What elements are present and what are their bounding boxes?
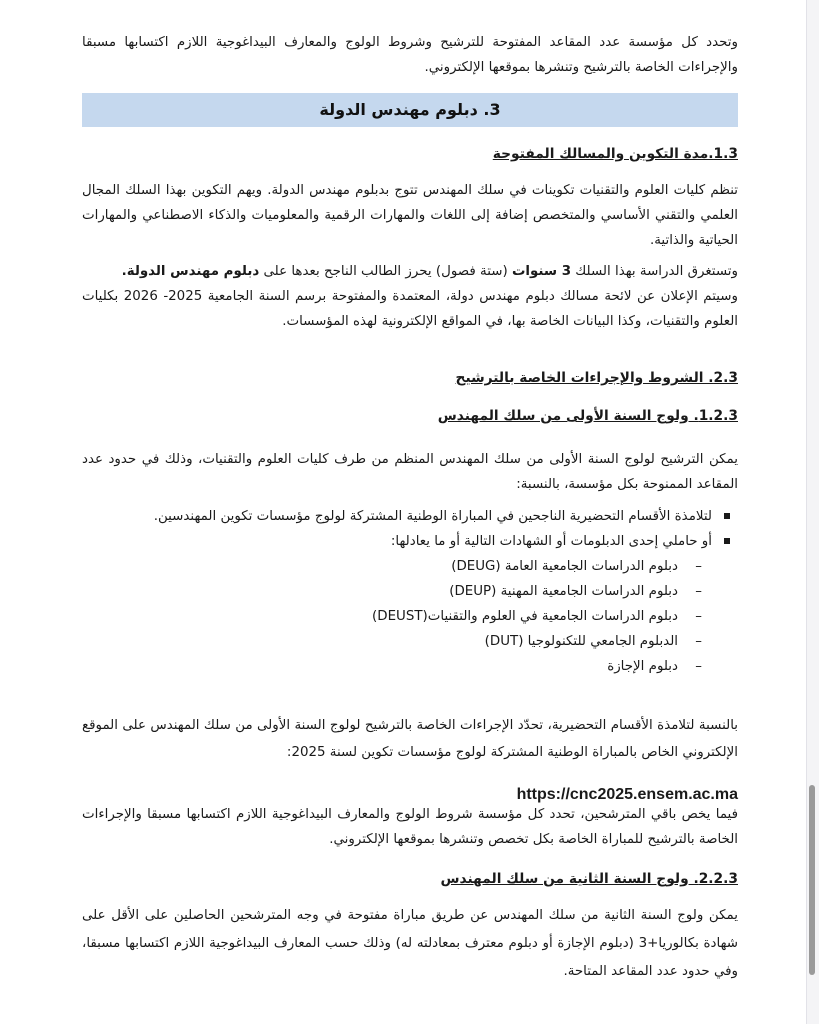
cnc-link[interactable]: https://cnc2025.ensem.ac.ma [516,786,738,803]
dash-icon: – [695,659,702,674]
paragraph-training: تنظم كليات العلوم والتقنيات تكوينات في سلك المهندس تتوج بدبلوم مهندس الدولة. ويهم التكوين بهذا السلك المجال العلمي والتقني الأساسي والمتخصص إضافة إلى اللغات والمهارات الرقمية والمعلوميات والذكاء الاصطناعي والمهارات الحياتية والذاتية. [82,183,738,248]
heading-2-3: 2.3. الشروط والإجراءات الخاصة بالترشيح [455,370,738,386]
section-3-2-1 [82,405,738,427]
dash-icon: – [695,634,702,649]
paragraph-duration: وتستغرق الدراسة بهذا السلك 3 سنوات (ستة فصول) يحرز الطالب الناجح بعدها على دبلوم مهندس الدولة. [121,264,738,279]
list-item: – دبلوم الدراسات الجامعية العامة (DEUG) [82,554,738,579]
list-item: – دبلوم الإجازة [82,654,738,679]
section-3-title: 3. دبلوم مهندس الدولة [82,93,738,127]
intro-block [82,30,738,80]
section-3-2-2 [82,868,738,890]
list-item: أو حاملي إحدى الدبلومات أو الشهادات التالية أو ما يعادلها: [82,529,738,554]
diploma-name: دبلوم مهندس الدولة. [121,264,260,279]
dash-icon: – [695,559,702,574]
section-3-1 [82,143,738,165]
paragraph-announcement: وسيتم الإعلان عن لائحة مسالك دبلوم مهندس دولة، المعتمدة والمفتوحة برسم السنة الجامعية 2025- 2026 بكليات العلوم والتقنيات، وكذا البيانات الخاصة بها، في المواقع الإلكترونية لهذه المؤسسات. [82,289,738,329]
document-page [82,0,738,1024]
paragraph-second-year: يمكن ولوج السنة الثانية من سلك المهندس عن طريق مباراة مفتوحة في وجه المترشحين الحاصلين على الأقل على شهادة بكالوريا+3 (دبلوم الإجازة أو دبلوم معترف بمعادلته له) وذلك حسب المعارف البيداغوجية اللازم اكتسابها مسبقا، وفي حدود عدد المقاعد المتاحة. [82,908,738,979]
diploma-list [82,554,738,679]
heading-1-2-3: 1.2.3. ولوج السنة الأولى من سلك المهندس [437,408,738,424]
paragraph-other-candidates: فيما يخص باقي المترشحين، تحدد كل مؤسسة شروط الولوج والمعارف البيداغوجية اللازم اكتسابها مسبقا والإجراءات الخاصة بالترشيح للمباراة الخاصة بكل تخصص وتنشرها بموقعها الإلكتروني. [82,807,738,847]
section-3-2 [82,367,738,389]
eligibility-list [82,504,738,554]
dash-icon: – [695,609,702,624]
list-item: – الدبلوم الجامعي للتكنولوجيا (DUT) [82,629,738,654]
bullet-square-icon [724,513,730,519]
duration-value: 3 سنوات [511,264,572,279]
section-3-2-2-body [82,902,738,986]
other-candidates-block [82,802,738,852]
paragraph-first-year: يمكن الترشيح لولوج السنة الأولى من سلك المهندس المنظم من طرف كليات العلوم والتقنيات، وذلك في حدود عدد المقاعد الممنوحة بكل مؤسسة، بالنسبة: [82,452,738,492]
section-3-2-1-body [82,447,738,679]
bullet-square-icon [724,538,730,544]
heading-2-2-3: 2.2.3. ولوج السنة الثانية من سلك المهندس [440,871,738,887]
heading-1-3: 1.3.مدة التكوين والمسالك المفتوحة [492,146,738,162]
intro-paragraph: وتحدد كل مؤسسة عدد المقاعد المفتوحة للترشيح وشروط الولوج والمعارف البيداغوجية اللازم اكتسابها مسبقا والإجراءات الخاصة بالترشيح وتنشرها بموقعها الإلكتروني. [82,35,738,75]
list-item: – دبلوم الدراسات الجامعية المهنية (DEUP) [82,579,738,604]
list-item: – دبلوم الدراسات الجامعية في العلوم والتقنيات(DEUST) [82,604,738,629]
scrollbar-track[interactable] [806,0,819,1024]
section-3-1-body [82,178,738,334]
list-item: لتلامذة الأقسام التحضيرية الناجحين في المباراة الوطنية المشتركة لولوج مؤسسات تكوين المهندسين. [82,504,738,529]
scrollbar-thumb[interactable] [809,785,815,975]
paragraph-cpge: بالنسبة لتلامذة الأقسام التحضيرية، تحدّد الإجراءات الخاصة بالترشيح لولوج السنة الأولى من سلك المهندس على الموقع الإلكتروني الخاص بالمباراة الوطنية المشتركة لولوج مؤسسات تكوين لسنة 2025: [82,718,738,760]
dash-icon: – [695,584,702,599]
